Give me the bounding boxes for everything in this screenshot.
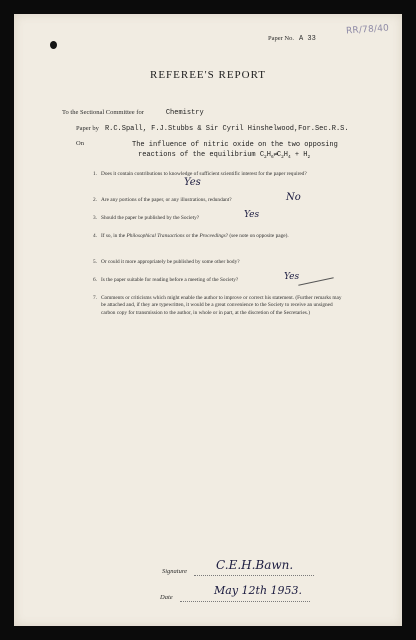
subscript: 2 [281,155,284,160]
question-text: Should the paper be published by the Society? [101,215,200,221]
question-2 [93,197,346,204]
subscript: 6 [270,155,274,160]
paper-by-label: Paper by [76,125,99,132]
question-5 [93,259,346,266]
signature-value: C.E.H.Bawn. [216,558,294,572]
question-text: Is the paper suitable for reading before a meeting of the Society? [101,277,239,283]
signature-line [194,575,314,576]
paper-by-value: R.C.Spall, F.J.Stubbs & Sir Cyril Hinshelwood,For.Sec.R.S. [104,125,349,133]
question-number: 5. [93,259,97,265]
paper-number-label: Paper No. [268,35,294,42]
answer-3: Yes [244,210,260,220]
page-title: REFEREE'S REPORT [149,69,267,81]
answer-6: Yes [284,272,300,282]
question-number: 2. [93,197,97,203]
date-label: Date [160,594,173,601]
paper-number-value: A 33 [299,35,316,43]
journal-name: Philosophical Transactions [126,233,185,239]
committee-label: To the Sectional Committee for [62,109,144,116]
date-value: May 12th 1953. [214,584,303,597]
answer-1: Yes [184,177,201,188]
question-3 [93,215,346,222]
subject-line-2-text: reactions of the equilibrium C [138,151,265,159]
subscript: 2 [307,155,311,160]
question-text: Are any portions of the paper, or any illustrations, redundant? [101,197,232,203]
question-text: Does it contain contributions to knowledge of sufficient scientific interest for the paper required? [101,171,307,177]
question-1 [93,171,346,178]
question-number: 4. [93,233,97,239]
subscript: 4 [287,155,291,160]
question-4 [93,233,346,240]
question-text: Or could it more appropriately be published by some other body? [101,259,240,265]
paper-by-row [76,125,349,133]
punch-hole [50,41,57,49]
formula-part: C [276,151,282,159]
question-7 [93,295,346,317]
subscript: 2 [264,155,267,160]
question-number: 1. [93,171,97,177]
committee-row [62,109,204,117]
question-text [101,233,346,240]
question-text: Comments or criticisms which might enable the author to improve or correct his statement. (Further remarks may be attached and, if they are typewritten, it would be a great convenience to the Society to receive an unsigned carbon copy for transmission to the author, in whole or in part, at the discretion of the Secretaries.) [101,295,342,316]
formula-part: H [266,151,271,159]
report-form [14,14,402,626]
journal-name: Proceedings [199,233,226,239]
equilibrium-arrow-icon: ⇌ [273,151,277,159]
signature-label: Signature [162,568,188,575]
formula-part: + H [290,151,308,159]
question-text-part: ? (see note on opposite page). [225,233,289,239]
question-text-part: or the [184,233,200,239]
question-number: 3. [93,215,97,221]
paper-subject [132,140,394,163]
on-label: On [76,140,84,147]
question-text-part: If so, in the [101,233,127,239]
answer-2: No [286,192,301,203]
question-number: 7. [93,295,97,301]
question-number: 6. [93,277,97,283]
date-line [180,601,310,602]
archive-reference: RR/78/40 [345,23,390,37]
subject-line-2 [138,150,394,163]
paper-number [268,35,316,43]
committee-value: Chemistry [165,109,204,117]
formula-part: H [283,151,288,159]
subject-line-1: The influence of nitric oxide on the two opposing [132,141,338,149]
